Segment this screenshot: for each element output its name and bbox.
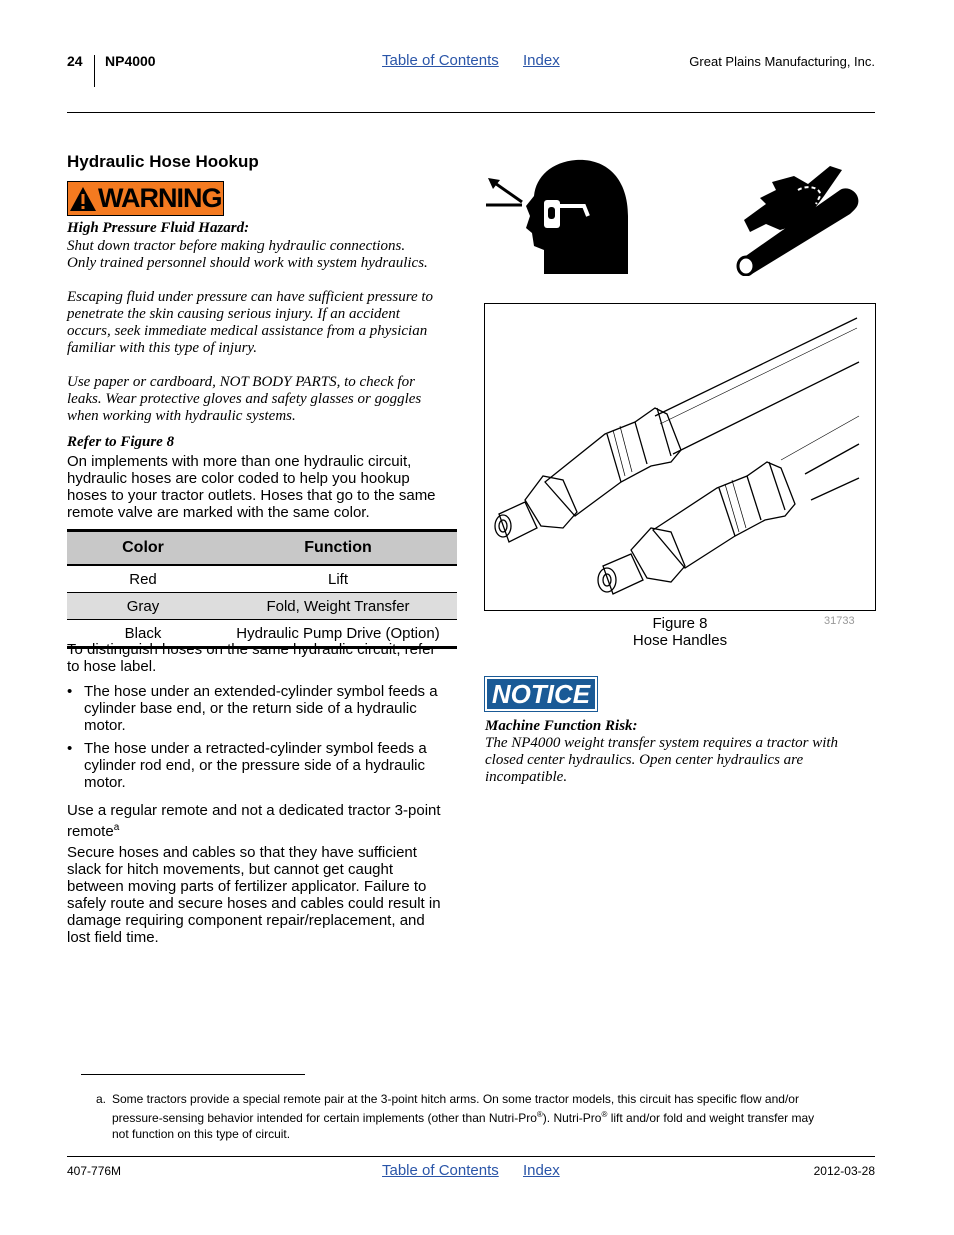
toc-link[interactable]: Table of Contents: [382, 52, 499, 69]
table-row: [67, 593, 457, 620]
footnote-rule: [81, 1074, 305, 1075]
footnote-text: Some tractors provide a special remote pair at the 3-point hitch arms. On some tractor models, this circuit has specific flow and/or pressure-sensing behavior intended for certain implements (other than Nutri-Pro®). Nutri-Pro® lift and/or fold and weight transfer may not function on this type of circuit.: [112, 1092, 815, 1141]
hose-couplers-illustration: [485, 304, 875, 610]
index-link[interactable]: Index: [523, 52, 560, 69]
header-divider: [94, 55, 95, 87]
table-cell: Fold, Weight Transfer: [219, 593, 457, 620]
doc-number: 407-776M: [67, 1164, 122, 1178]
model-name: NP4000: [105, 53, 156, 69]
hose-bullets: [67, 683, 462, 797]
list-item: • The hose under a retracted-cylinder symbol feeds a cylinder rod end, or the pressure side of a hydraulic motor.: [67, 740, 462, 791]
hose-color-table: [67, 529, 457, 649]
notice-text: The NP4000 weight transfer system requires a tractor with closed center hydraulics. Open center hydraulics are incompatible.: [485, 735, 839, 785]
figure-number: Figure 8: [652, 615, 708, 632]
high-pressure-hand-icon: [736, 160, 866, 276]
figure-id: 31733: [824, 615, 855, 627]
remote-paragraph: Use a regular remote and not a dedicated tractor 3-point remote$^a$: [67, 802, 441, 840]
footnote-ref[interactable]: a: [113, 822, 120, 833]
table-header: Color: [67, 531, 219, 566]
table-cell: Lift: [219, 565, 457, 593]
table-header-row: [67, 531, 457, 566]
distinguish-paragraph: To distinguish hoses on the same hydraulic circuit, refer to hose label.: [67, 641, 436, 675]
hazard-text: Shut down tractor before making hydraulic connections. Only trained personnel should work with system hydraulics. Escaping fluid under pressure can have sufficient pressure to penetrate the skin causing serious injury. If an accident occurs, seek immediate medical assistance from a physician familiar with this type of injury. Use paper or cardboard, NOT BODY PARTS, to check for leaks. Wear protective gloves and safety glasses or goggles when working with hydraulic systems.: [67, 238, 434, 424]
section-title: Hydraulic Hose Hookup: [67, 152, 259, 171]
company-name: Great Plains Manufacturing, Inc.: [689, 54, 875, 69]
table-row: [67, 565, 457, 593]
eye-protection-icon: [484, 158, 634, 274]
table-cell: Gray: [67, 593, 219, 620]
footer-rule: [67, 1156, 875, 1157]
footer-index-link[interactable]: Index: [523, 1162, 560, 1179]
warning-badge: [67, 181, 224, 216]
warning-label: WARNING: [98, 183, 222, 213]
warning-triangle-icon: [68, 184, 98, 214]
footnote-marker: a.: [96, 1092, 107, 1106]
figure-caption: Hose Handles: [632, 632, 728, 649]
figure-hose-handles: [484, 303, 876, 611]
notice-badge: NOTICE: [485, 677, 597, 711]
list-item: • The hose under an extended-cylinder symbol feeds a cylinder base end, or the return side of a hydraulic motor.: [67, 683, 462, 734]
header-rule: [67, 112, 875, 113]
notice-title: Machine Function Risk:: [485, 718, 638, 734]
footer-date: 2012-03-28: [813, 1164, 875, 1178]
hazard-title: High Pressure Fluid Hazard:: [67, 220, 250, 236]
secure-paragraph: Secure hoses and cables so that they have sufficient slack for hitch movements, but cannot get caught between moving parts of fertilizer applicator. Failure to safely route and secure hoses and cables could result in damage requiring component repair/replacement, and lost field time.: [67, 844, 441, 946]
table-cell: Black: [67, 620, 219, 648]
table-header: Function: [219, 531, 457, 566]
page-number: 24: [67, 53, 83, 69]
footer-toc-link[interactable]: Table of Contents: [382, 1162, 499, 1179]
table-cell: Hydraulic Pump Drive (Option): [219, 620, 457, 648]
refer-figure: Refer to Figure 8: [67, 434, 175, 450]
table-cell: Red: [67, 565, 219, 593]
intro-paragraph: On implements with more than one hydraulic circuit, hydraulic hoses are color coded to help you hookup hoses to your tractor outlets. Hoses that go to the same remote valve are marked with the same color.: [67, 453, 436, 521]
